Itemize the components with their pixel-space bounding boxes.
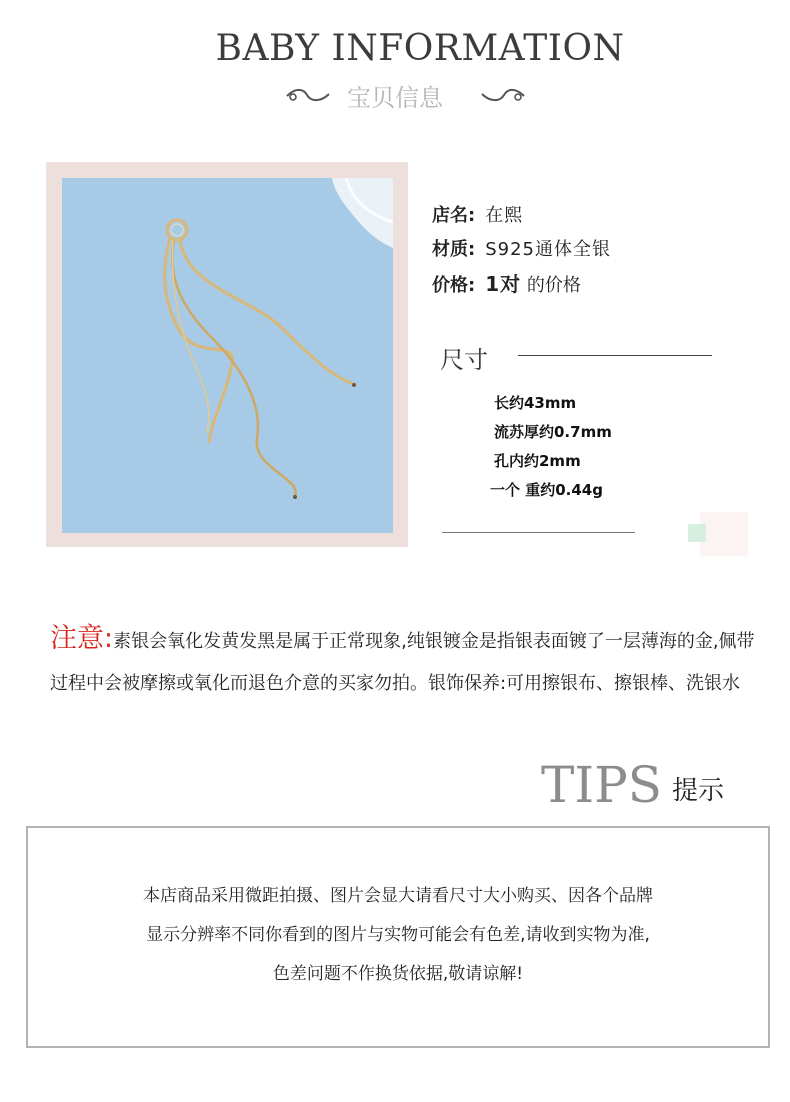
material-label: 材质: xyxy=(432,239,476,260)
tips-title-cn: 提示 xyxy=(672,776,725,806)
shop-label: 店名: xyxy=(432,205,476,226)
tips-line-2: 显示分辨率不同你看到的图片与实物可能会有色差,请收到实物为准, xyxy=(146,925,650,945)
notice-text: 素银会氧化发黄发黑是属于正常现象,纯银镀金是指银表面镀了一层薄海的金,佩带过程中会被摩擦或氧化而退色介意的买家勿拍。银饰保养:可用擦银布、擦银棒、洗银水 xyxy=(50,631,755,694)
tips-title: TIPS xyxy=(541,756,662,814)
notice-label: 注意: xyxy=(50,623,114,654)
decorative-square xyxy=(700,512,748,556)
price-label: 价格: xyxy=(432,275,476,296)
page-subtitle: 宝贝信息 xyxy=(347,84,443,112)
material-row xyxy=(432,235,611,261)
shop-name-row xyxy=(432,201,523,227)
tips-line-1: 本店商品采用微距拍摄、图片会显大请看尺寸大小购买、因各个品牌 xyxy=(143,886,653,906)
shop-value: 在熙 xyxy=(485,205,524,226)
price-quantity: 1对 xyxy=(485,272,522,296)
size-divider xyxy=(518,355,712,356)
spec-weight: 一个 重约0.44g xyxy=(490,481,603,499)
page-title: BABY INFORMATION xyxy=(215,28,625,69)
price-note: 的价格 xyxy=(526,275,581,296)
info-bottom-divider xyxy=(442,532,635,533)
tassel-earring-image xyxy=(62,178,393,533)
spec-length: 长约43mm xyxy=(494,394,577,412)
price-row xyxy=(432,268,581,297)
product-photo xyxy=(62,178,393,533)
material-value: S925通体全银 xyxy=(485,239,611,260)
tips-line-3: 色差问题不作换货依据,敬请谅解! xyxy=(272,964,524,984)
size-title: 尺寸 xyxy=(440,346,488,374)
right-swirl-ornament-icon xyxy=(480,84,526,106)
spec-hole: 孔内约2mm xyxy=(494,452,581,470)
decorative-square-accent xyxy=(688,524,706,542)
care-notice xyxy=(50,618,762,705)
spec-thickness: 流苏厚约0.7mm xyxy=(494,423,612,441)
